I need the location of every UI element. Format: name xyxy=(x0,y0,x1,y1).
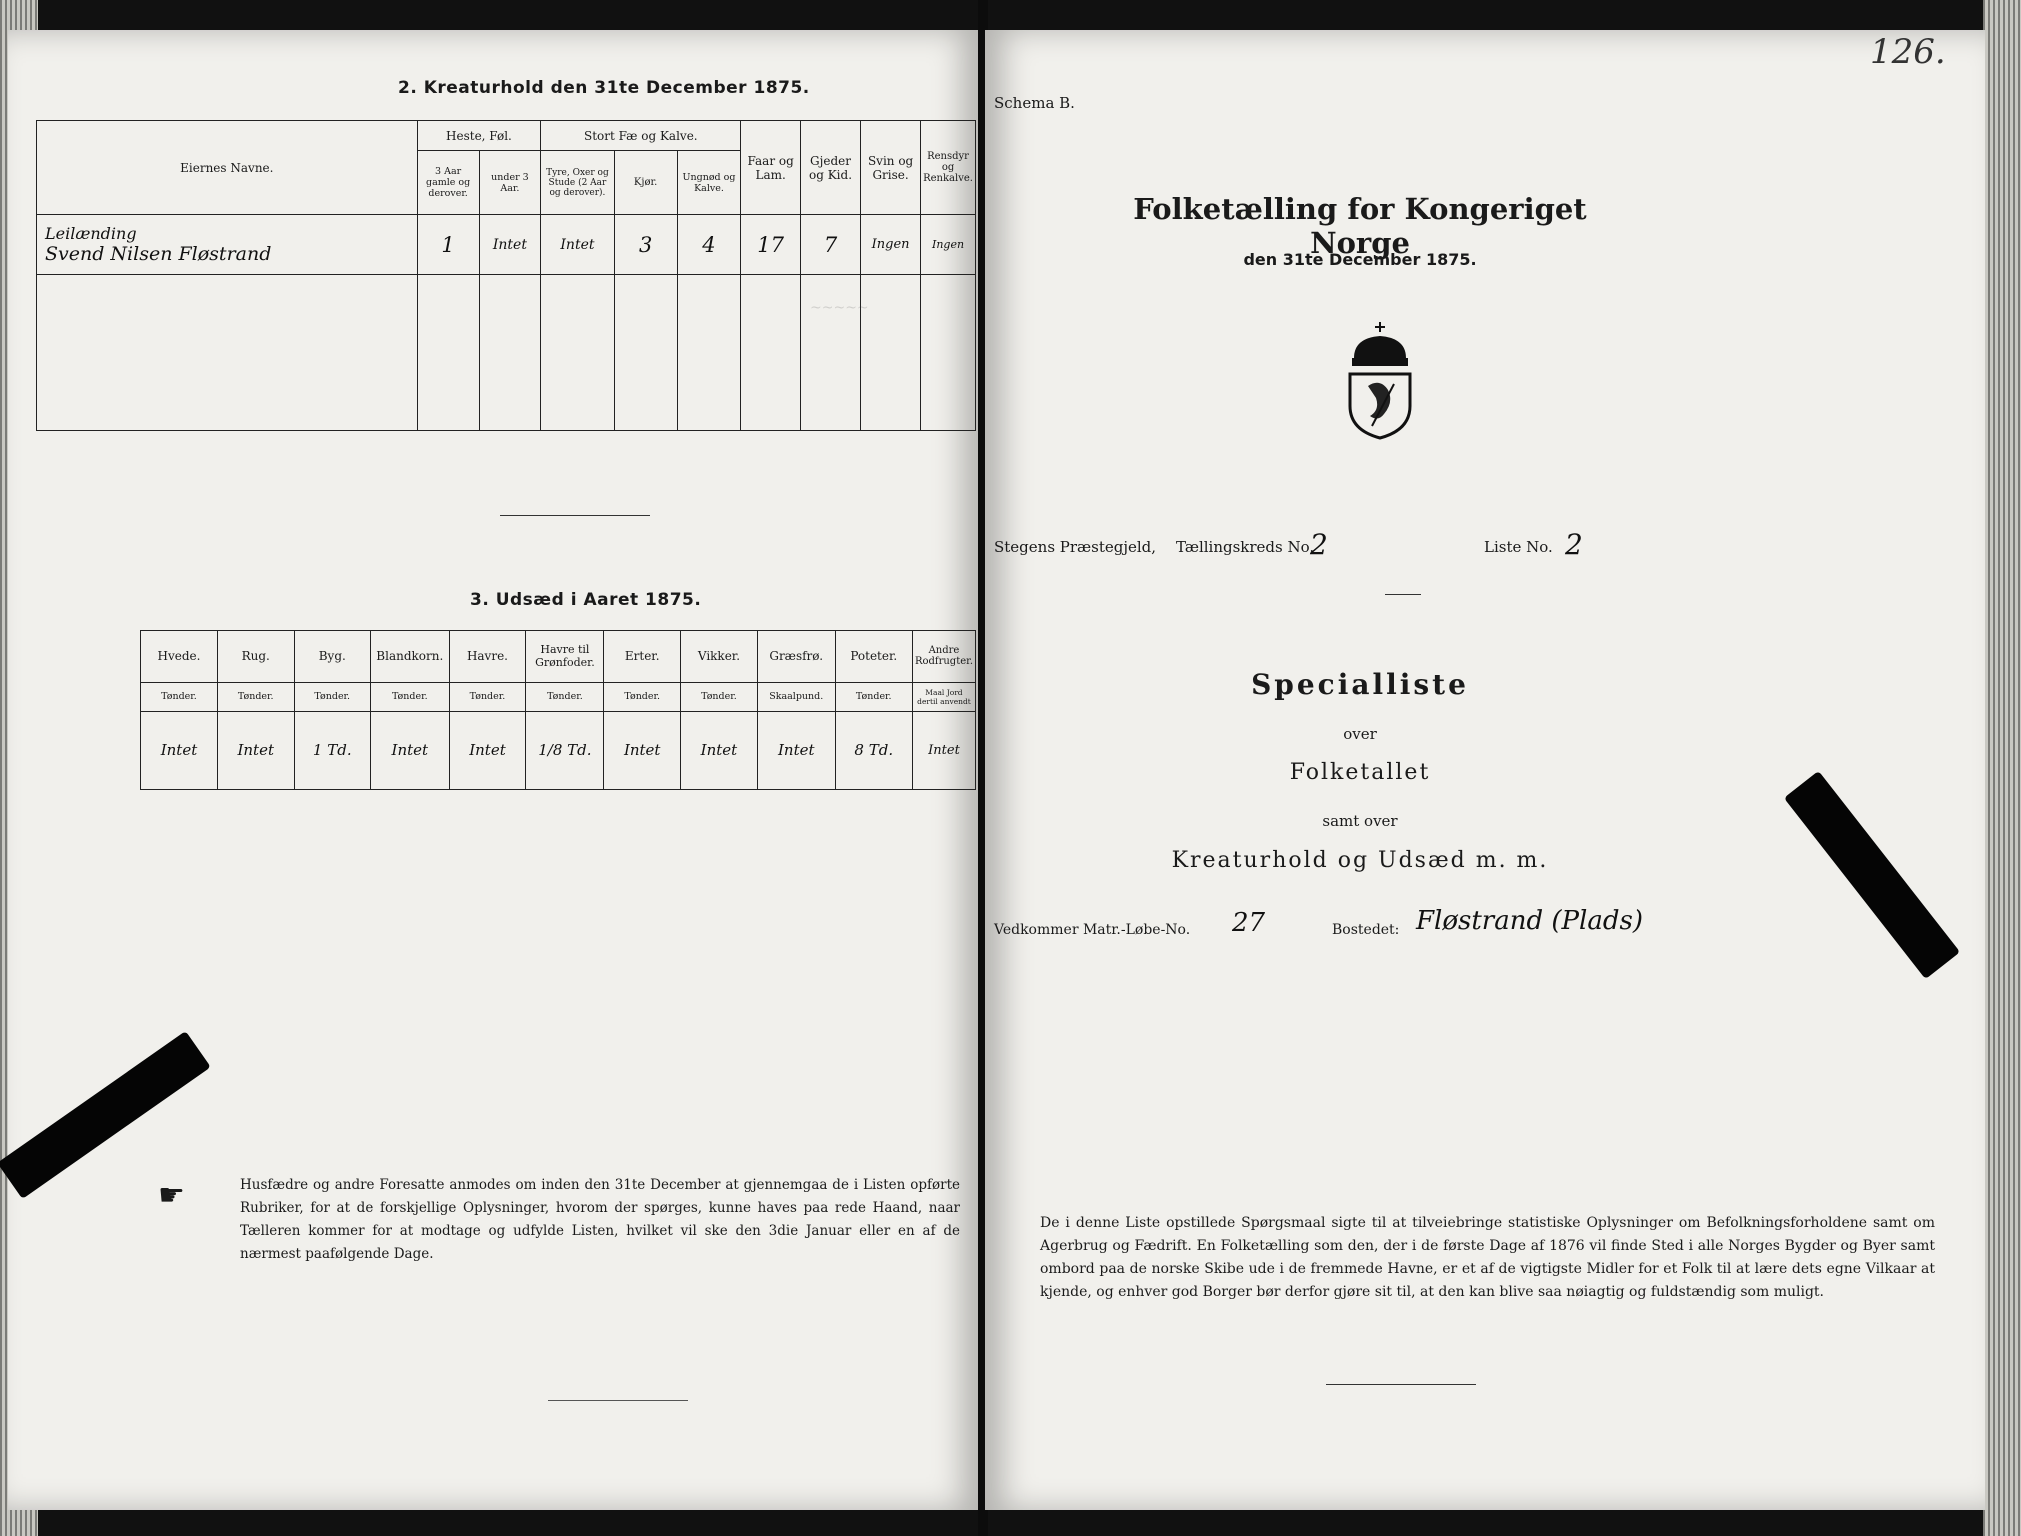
header-hvede: Hvede. xyxy=(141,631,218,683)
section2-title: 2. Kreaturhold den 31te December 1875. xyxy=(398,78,810,98)
cell-faar: 17 xyxy=(741,215,801,275)
unit-rug: Tønder. xyxy=(217,682,294,711)
cell-ungnod: 4 xyxy=(677,215,741,275)
val-havre-gronfoder: 1/8 Td. xyxy=(526,711,604,789)
cell-heste-gamle: 1 xyxy=(417,215,479,275)
header-havre-gronfoder: Havre til Grønfoder. xyxy=(526,631,604,683)
unit-blandkorn: Tønder. xyxy=(371,682,450,711)
unit-vikker: Tønder. xyxy=(680,682,757,711)
unit-hvede: Tønder. xyxy=(141,682,218,711)
section3-title: 3. Udsæd i Aaret 1875. xyxy=(470,590,702,610)
val-vikker: Intet xyxy=(680,711,757,789)
folketallet-heading: Folketallet xyxy=(1289,760,1431,785)
bottom-rule-right xyxy=(1326,1384,1476,1385)
bleed-through-mark: ~~~~~ xyxy=(810,300,869,316)
owner-cell xyxy=(37,215,418,275)
header-vikker: Vikker. xyxy=(680,631,757,683)
header-heste-group: Heste, Føl. xyxy=(417,121,541,151)
val-byg: 1 Td. xyxy=(294,711,371,789)
unit-havre-gronfoder: Tønder. xyxy=(526,682,604,711)
unit-byg: Tønder. xyxy=(294,682,371,711)
header-byg: Byg. xyxy=(294,631,371,683)
over-text-1: over xyxy=(1343,725,1377,743)
cell-heste-under: Intet xyxy=(479,215,541,275)
matr-number: 27 xyxy=(1232,908,1266,938)
header-stort-group: Stort Fæ og Kalve. xyxy=(541,121,741,151)
header-svin: Svin og Grise. xyxy=(861,121,921,215)
unit-graesfro: Skaalpund. xyxy=(757,682,835,711)
table-row xyxy=(141,711,976,789)
header-tyre: Tyre, Oxer og Stude (2 Aar og derover). xyxy=(541,151,614,215)
val-poteter: 8 Td. xyxy=(835,711,912,789)
header-blandkorn: Blandkorn. xyxy=(371,631,450,683)
header-heste-under: under 3 Aar. xyxy=(479,151,541,215)
table-row xyxy=(37,215,976,275)
cell-rensdyr: Ingen xyxy=(921,215,976,275)
owner-title: Leilænding xyxy=(45,224,137,243)
separator-rule xyxy=(500,515,650,516)
livestock-table xyxy=(36,120,976,431)
unit-poteter: Tønder. xyxy=(835,682,912,711)
header-heste-gamle: 3 Aar gamle og derover. xyxy=(417,151,479,215)
header-faar: Faar og Lam. xyxy=(741,121,801,215)
val-graesfro: Intet xyxy=(757,711,835,789)
parish-name: Stegens Præstegjeld, xyxy=(994,538,1157,556)
samt-over-text: samt over xyxy=(1322,812,1398,830)
document-title: Folketælling for Kongeriget Norge xyxy=(1133,192,1587,260)
list-number: 2 xyxy=(1565,528,1583,561)
notice-paragraph: Husfædre og andre Foresatte anmodes om inden den 31te December at gjennemgaa de i Listen opførte Rubriker, for at de forskjellige Oplysninger, hvorom der spørges, kunne haves paa rede Haand, naar Tælleren kommer for at modtage og udfylde Listen, hvilket vil ske den 3die Januar eller en af de nærmest paafølgende Dage. xyxy=(240,1177,960,1262)
cell-tyre: Intet xyxy=(541,215,614,275)
bosted-value: Fløstrand (Plads) xyxy=(1416,906,1643,936)
val-erter: Intet xyxy=(604,711,681,789)
header-rensdyr: Rensdyr og Renkalve. xyxy=(921,121,976,215)
norway-coat-of-arms-icon xyxy=(1340,318,1420,440)
val-rug: Intet xyxy=(217,711,294,789)
header-gjeder: Gjeder og Kid. xyxy=(800,121,860,215)
val-blandkorn: Intet xyxy=(371,711,450,789)
district-label: Tællingskreds No. xyxy=(1176,538,1315,556)
kreaturhold-heading: Kreaturhold og Udsæd m. m. xyxy=(1171,848,1549,873)
header-owner: Eiernes Navne. xyxy=(37,121,418,215)
right-page-edges xyxy=(1983,0,2021,1536)
unit-havre: Tønder. xyxy=(449,682,526,711)
sowing-table xyxy=(140,630,976,790)
cell-kjor: 3 xyxy=(614,215,677,275)
owner-name: Svend Nilsen Fløstrand xyxy=(45,243,272,265)
header-andre: Andre Rodfrugter. xyxy=(912,631,975,683)
matr-label: Vedkommer Matr.-Løbe-No. xyxy=(994,922,1191,938)
header-ungnod: Ungnød og Kalve. xyxy=(677,151,741,215)
header-havre: Havre. xyxy=(449,631,526,683)
val-andre: Intet xyxy=(912,711,975,789)
list-label: Liste No. xyxy=(1484,538,1553,556)
district-number: 2 xyxy=(1310,528,1328,561)
intro-paragraph: De i denne Liste opstillede Spørgsmaal sigte til at tilveiebringe statistiske Oplysninger om Befolkningsforholdene samt om Agerbrug og Fædrift. En Folketælling som den, der i de første Dage af 1876 vil finde Sted i alle Norges Bygder og Byer samt ombord paa de norske Skibe ude i de fremmede Havne, er et af de vigtigste Midler for et Folk til at lære dets egne Vilkaar at kjende, og enhver god Borger bør derfor gjøre sit til, at den kan blive saa nøiagtig og fuldstændig som muligt. xyxy=(1040,1215,1935,1300)
unit-andre: Maal Jord dertil anvendt xyxy=(912,682,975,711)
page-number: 126. xyxy=(1870,32,1946,72)
table-row-empty xyxy=(37,275,976,431)
header-erter: Erter. xyxy=(604,631,681,683)
bosted-label: Bostedet: xyxy=(1332,922,1400,938)
cell-svin: Ingen xyxy=(861,215,921,275)
schema-label: Schema B. xyxy=(994,94,1075,112)
header-rug: Rug. xyxy=(217,631,294,683)
val-hvede: Intet xyxy=(141,711,218,789)
cell-gjeder: 7 xyxy=(800,215,860,275)
unit-erter: Tønder. xyxy=(604,682,681,711)
pointing-hand-icon: ☛ xyxy=(158,1178,185,1213)
document-date: den 31te December 1875. xyxy=(1243,250,1477,269)
specialliste-heading: Specialliste xyxy=(1251,668,1469,701)
header-kjor: Kjør. xyxy=(614,151,677,215)
short-rule xyxy=(1385,594,1421,595)
bottom-rule-left xyxy=(548,1400,688,1401)
val-havre: Intet xyxy=(449,711,526,789)
header-poteter: Poteter. xyxy=(835,631,912,683)
header-graesfro: Græsfrø. xyxy=(757,631,835,683)
